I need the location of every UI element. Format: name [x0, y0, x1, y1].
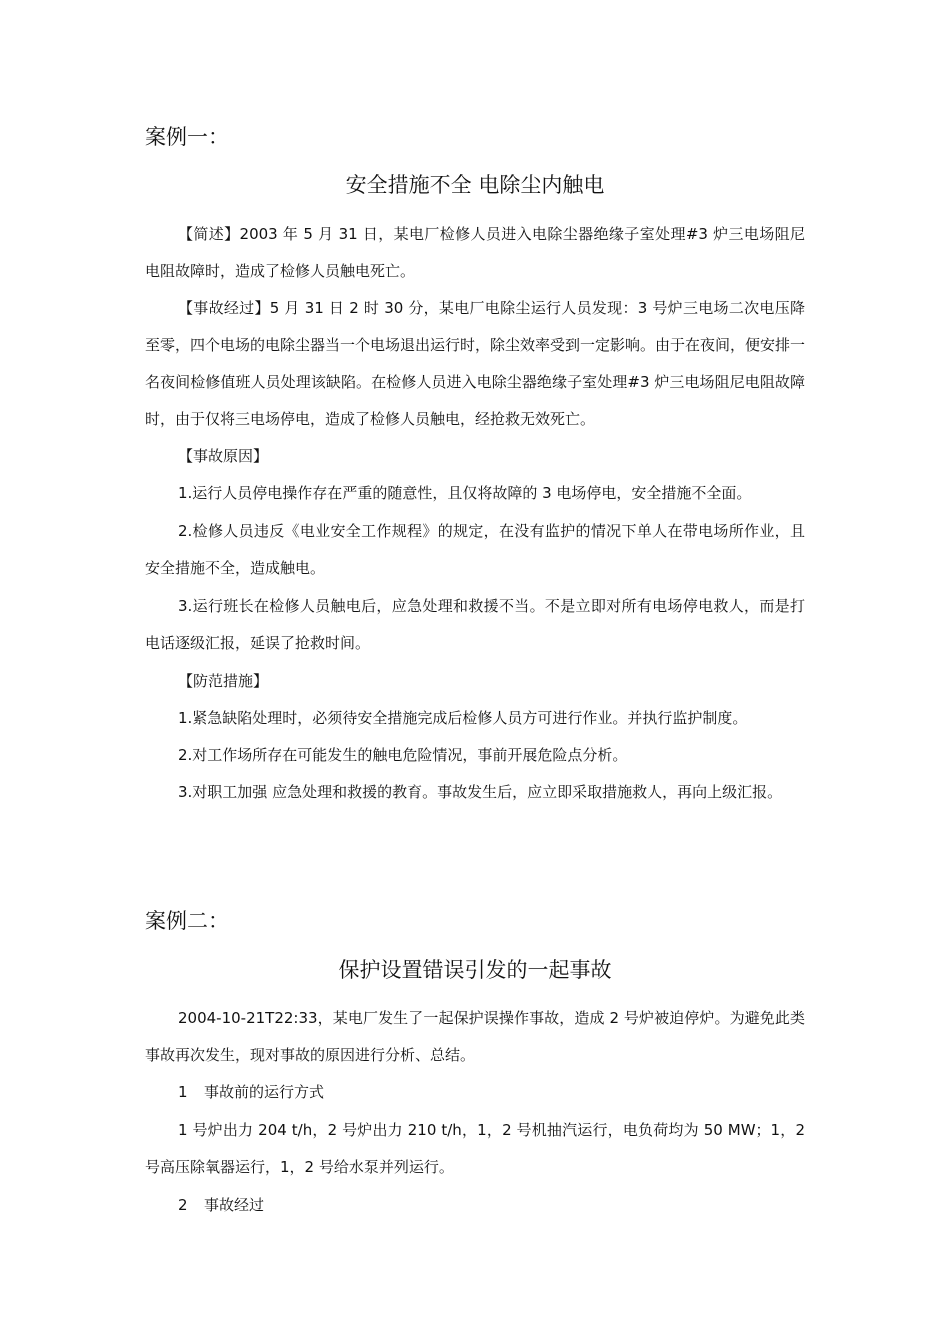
- case1-cause-3: 3.运行班长在检修人员触电后，应急处理和救援不当。不是立即对所有电场停电救人，而是打电话逐级汇报，延误了抢救时间。: [145, 597, 805, 652]
- section-number: 1: [178, 1083, 188, 1101]
- case1-process: 【事故经过】5 月 31 日 2 时 30 分，某电厂电除尘运行人员发现：3 号炉三电场二次电压降至零，四个电场的电除尘器当一个电场退出运行时，除尘效率受到一定影响。由于在夜间，便安排一名夜间检修值班人员处理该缺陷。在检修人员进入电除尘器绝缘子室处理#3 炉三电场阻尼电阻故障时，由于仅将三电场停电，造成了检修人员触电，经抢救无效死亡。: [145, 299, 806, 428]
- case2-section-2-heading: [178, 1194, 264, 1216]
- case1-cause-1: 1.运行人员停电操作存在严重的随意性，且仅将故障的 3 电场停电，安全措施不全面。: [178, 484, 752, 502]
- case1-title: 安全措施不全 电除尘内触电: [345, 173, 605, 197]
- case2-label: 案例二：: [145, 909, 229, 933]
- case1-prevent-2: 2.对工作场所存在可能发生的触电危险情况，事前开展危险点分析。: [178, 746, 628, 764]
- section-title: 事故经过: [204, 1196, 265, 1214]
- case1-summary: 【简述】2003 年 5 月 31 日，某电厂检修人员进入电除尘器绝缘子室处理#3 炉三电场阻尼电阻故障时，造成了检修人员触电死亡。: [145, 225, 805, 280]
- section-title: 事故前的运行方式: [204, 1083, 325, 1101]
- case1-cause-2: 2.检修人员违反《电业安全工作规程》的规定，在没有监护的情况下单人在带电场所作业，且安全措施不全，造成触电。: [145, 522, 805, 577]
- case1-cause-heading: 【事故原因】: [178, 447, 269, 465]
- case2-section-1-heading: [178, 1081, 324, 1103]
- case1-prevent-heading: 【防范措施】: [178, 672, 269, 690]
- case1-prevent-3: 3.对职工加强 应急处理和救援的教育。事故发生后，应立即采取措施救人，再向上级汇报。: [178, 783, 783, 801]
- section-number: 2: [178, 1196, 188, 1214]
- case2-section-1-body: 1 号炉出力 204 t/h，2 号炉出力 210 t/h，1，2 号机抽汽运行，电负荷均为 50 MW；1，2 号高压除氧器运行，1，2 号给水泵并列运行。: [145, 1121, 805, 1176]
- case1-prevent-1: 1.紧急缺陷处理时，必须待安全措施完成后检修人员方可进行作业。并执行监护制度。: [178, 709, 748, 727]
- case1-label: 案例一：: [145, 125, 229, 149]
- case2-intro: 2004-10-21T22:33，某电厂发生了一起保护误操作事故，造成 2 号炉被迫停炉。为避免此类事故再次发生，现对事故的原因进行分析、总结。: [145, 1009, 805, 1064]
- case2-title: 保护设置错误引发的一起事故: [338, 958, 612, 982]
